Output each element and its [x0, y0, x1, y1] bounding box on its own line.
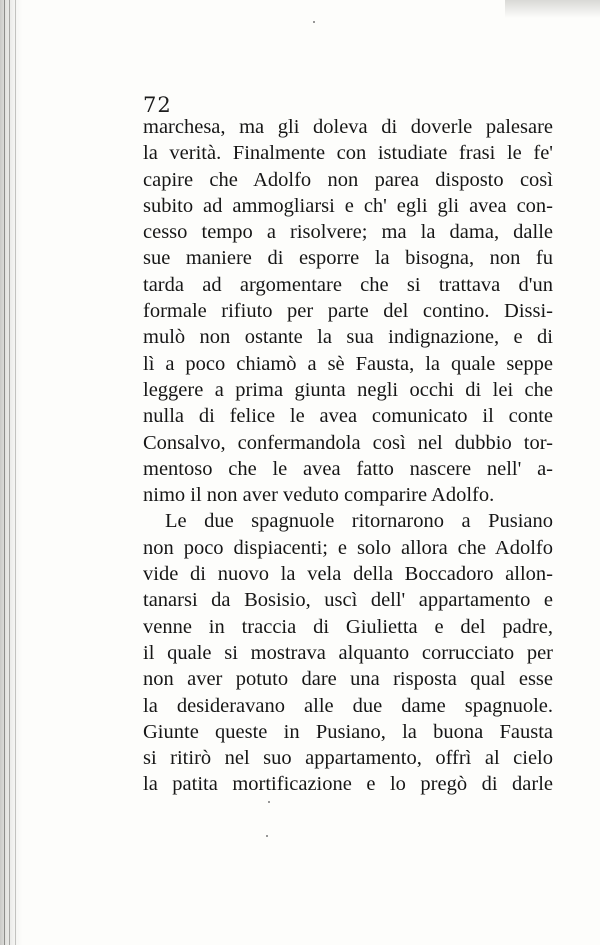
- text-line: nimo il non aver veduto comparire Adolfo.: [143, 484, 495, 507]
- text-line: capire che Adolfo non parea disposto così: [143, 168, 553, 191]
- text-line: la verità. Finalmente con istudiate frasi le fe': [143, 142, 553, 165]
- page-number: 72: [143, 93, 172, 117]
- text-line: lì a poco chiamò a sè Fausta, la quale seppe: [143, 352, 553, 375]
- text-line: la desideravano alle due dame spagnuole.: [143, 694, 553, 717]
- text-line: Le due spagnuole ritornarono a Pusiano: [165, 510, 553, 533]
- text-line: formale rifiuto per parte del contino. Dissi-: [143, 300, 553, 323]
- text-line: non poco dispiacenti; e solo allora che Adolfo: [143, 536, 553, 559]
- text-line: cesso tempo a risolvere; ma la dama, dalle: [143, 221, 553, 244]
- text-line: subito ad ammogliarsi e ch' egli gli avea con-: [143, 194, 553, 217]
- paper-speck: [313, 21, 315, 23]
- text-line: la patita mortificazione e lo pregò di darle: [143, 773, 553, 796]
- text-line: tarda ad argomentare che si trattava d'un: [143, 273, 553, 296]
- text-line: mulò non ostante la sua indignazione, e di: [143, 326, 553, 349]
- text-line: tanarsi da Bosisio, uscì dell' appartamento e: [143, 589, 553, 612]
- page-corner-shadow: [505, 0, 600, 18]
- text-line: mentoso che le avea fatto nascere nell' a-: [143, 457, 553, 480]
- text-line: sue maniere di esporre la bisogna, non fu: [143, 247, 553, 270]
- paper-speck: [268, 801, 270, 803]
- text-line: il quale si mostrava alquanto corrucciato per: [143, 641, 553, 664]
- text-line: si ritirò nel suo appartamento, offrì al cielo: [143, 747, 553, 770]
- text-line: vide di nuovo la vela della Boccadoro allon-: [143, 563, 553, 586]
- binding-line: [15, 0, 16, 945]
- paper-speck: [266, 835, 268, 837]
- text-line: Consalvo, confermandola così nel dubbio tor-: [143, 431, 553, 454]
- text-line: Giunte queste in Pusiano, la buona Fausta: [143, 720, 553, 743]
- page-binding-edge: [0, 0, 22, 945]
- body-text: [143, 114, 553, 798]
- binding-line: [9, 0, 10, 945]
- text-line: venne in traccia di Giulietta e del padre,: [143, 615, 553, 638]
- binding-line: [4, 0, 5, 945]
- text-line: non aver potuto dare una risposta qual esse: [143, 668, 553, 691]
- text-line: nulla di felice le avea comunicato il conte: [143, 405, 553, 428]
- text-line: leggere a prima giunta negli occhi di lei che: [143, 378, 553, 401]
- text-line: marchesa, ma gli doleva di doverle palesare: [143, 116, 553, 138]
